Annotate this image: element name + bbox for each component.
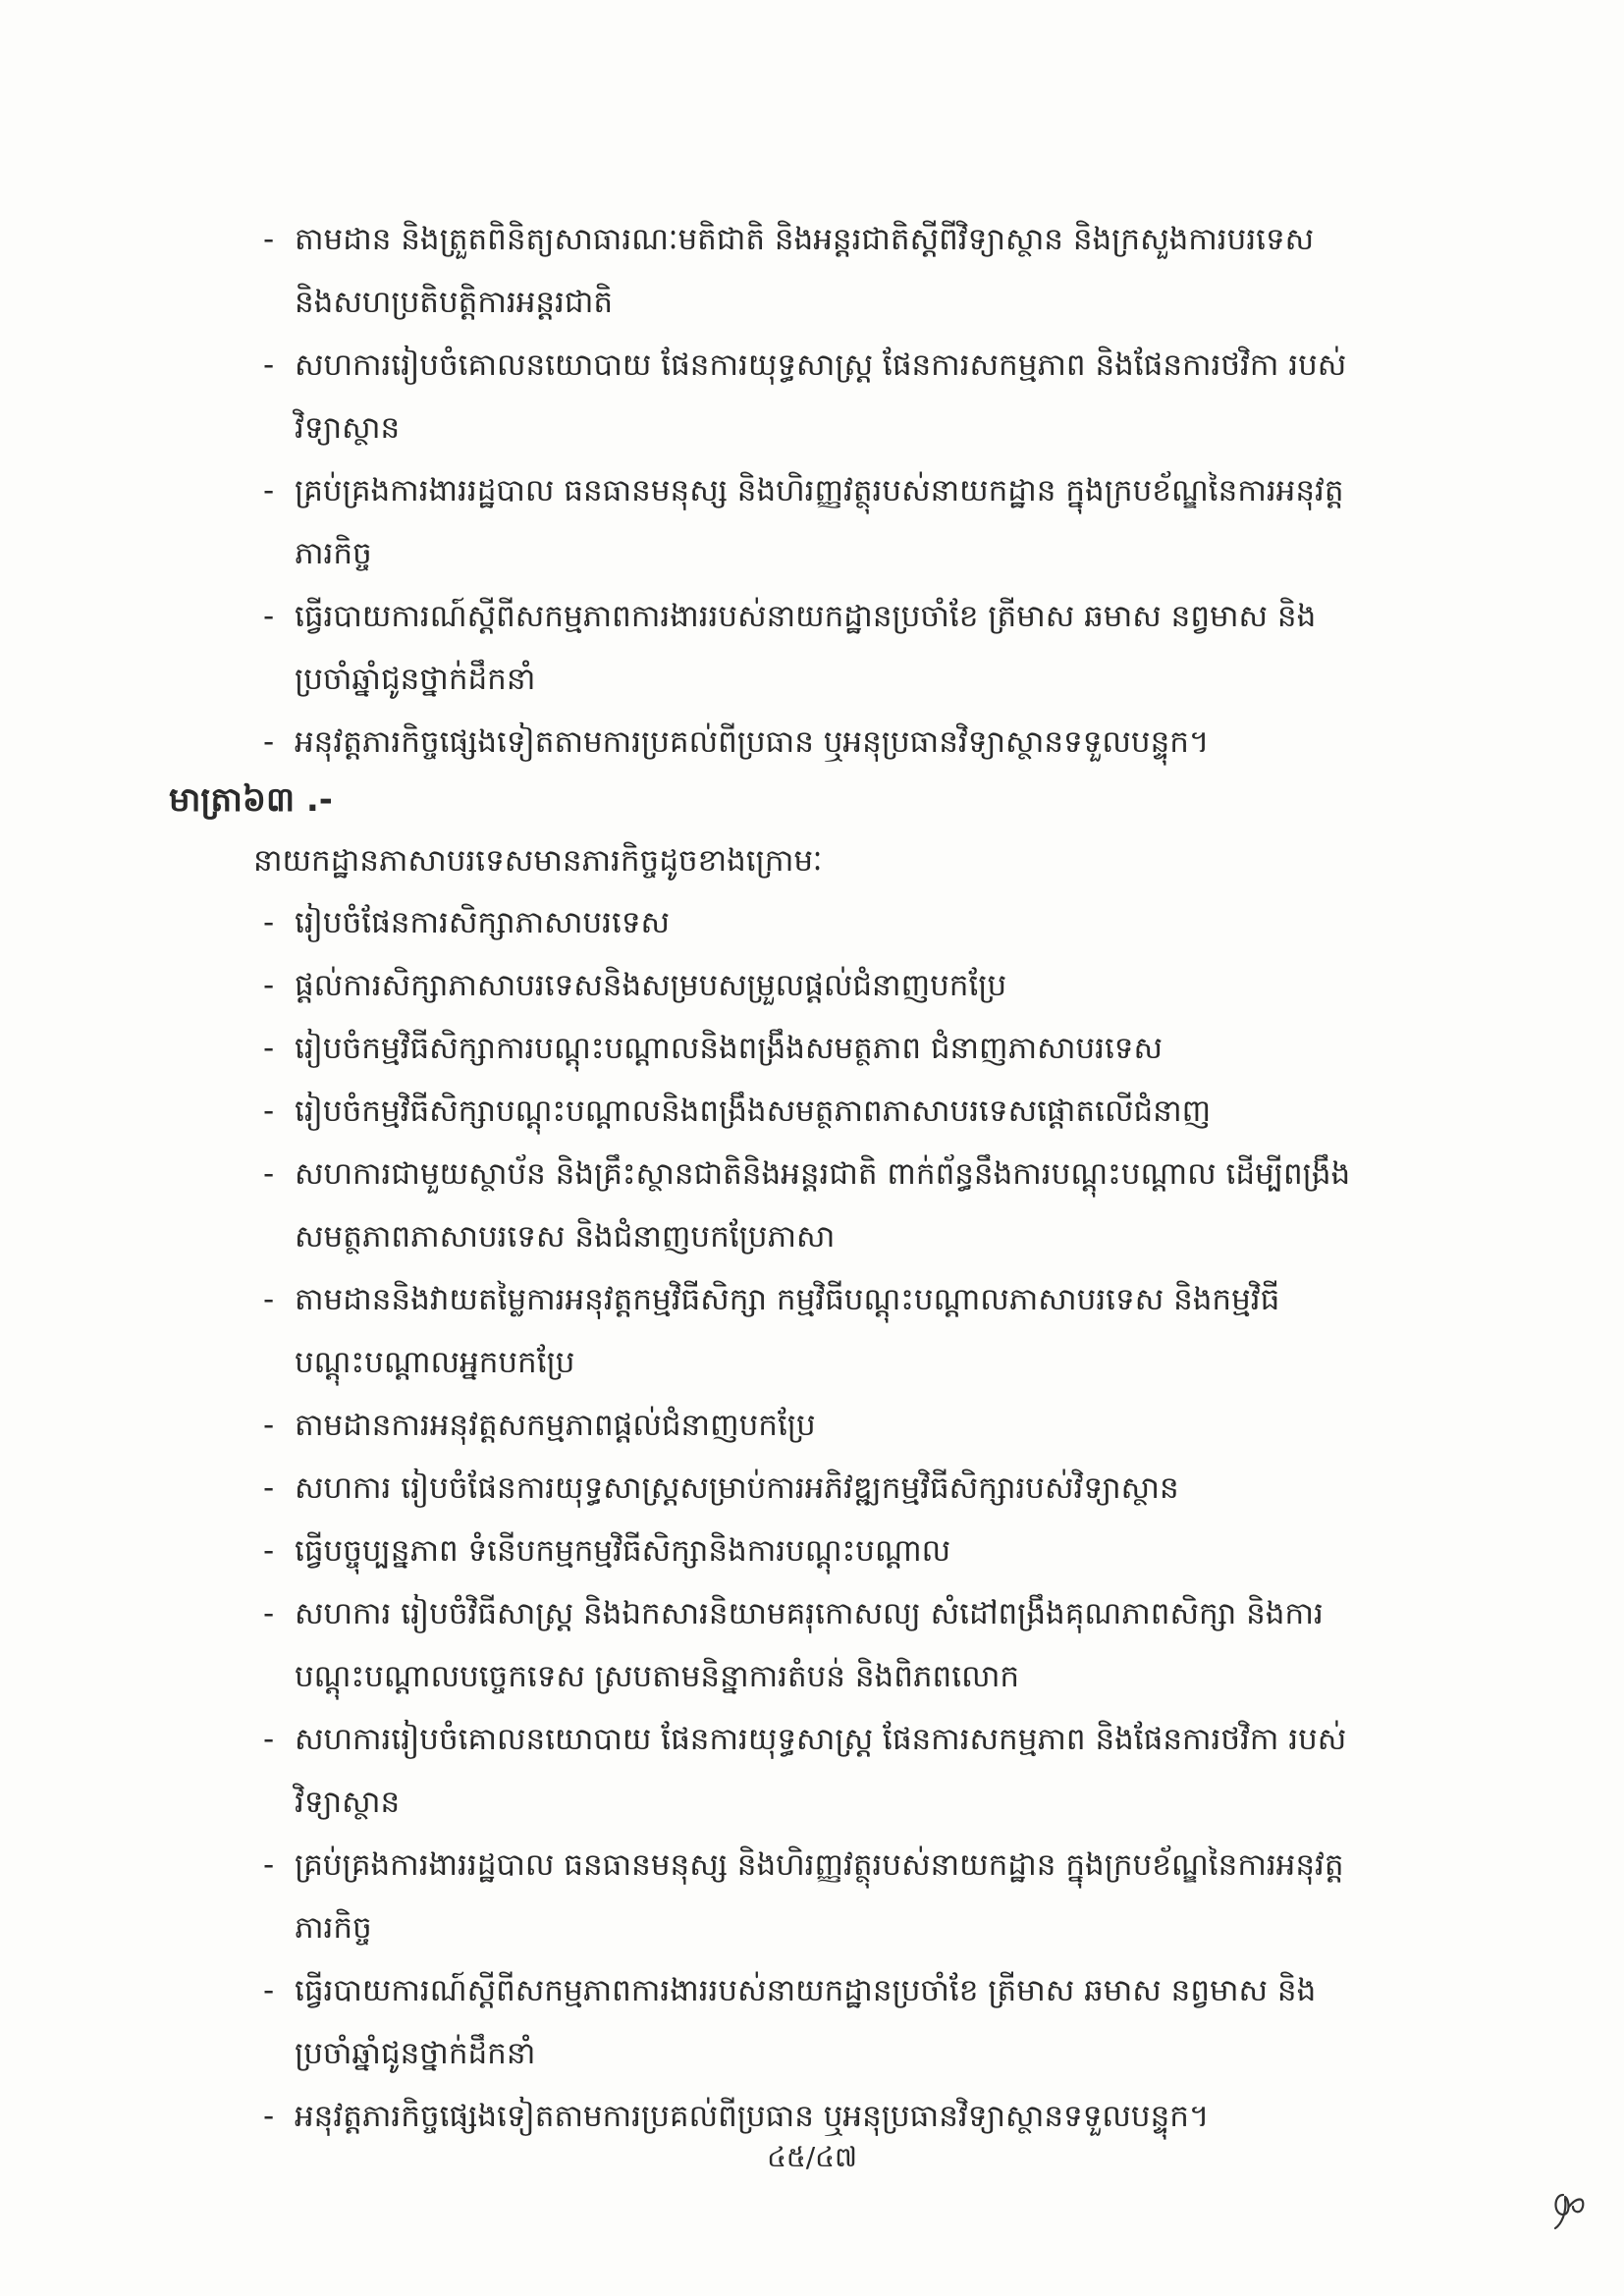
list-item: - តាមដាននិងវាយតម្លៃការអនុវត្តកម្មវិធីសិក្សា កម្មវិធីបណ្តុះបណ្តាលភាសាបរទេស និងកម្មវិធី បណ្តុះបណ្តាលអ្នកបកប្រែ: [263, 1282, 1280, 1380]
list-item: - ផ្តល់ការសិក្សាភាសាបរទេសនិងសម្របសម្រួលផ្តល់ជំនាញបកប្រែ: [263, 968, 1007, 1003]
list-item: - ធ្វើរបាយការណ៍ស្តីពីសកម្មភាពការងាររបស់នាយកដ្ឋានប្រចាំខែ ត្រីមាស ឆមាស នព្វមាស និង ប្រចាំឆ្នាំជូនថ្នាក់ដឹកនាំ: [263, 1973, 1317, 2071]
list-item: - សហការរៀបចំគោលនយោបាយ ផែនការយុទ្ធសាស្ត្រ ផែនការសកម្មភាព និងផែនការថវិកា របស់ វិទ្យាស្ថាន: [263, 1722, 1347, 1820]
list-item: - ធ្វើបច្ចុប្បន្នភាព ទំនើបកម្មកម្មវិធីសិក្សានិងការបណ្តុះបណ្តាល: [263, 1533, 951, 1569]
page-number: ៤៥/៤៧: [767, 2141, 857, 2173]
list-item: - តាមដាន និងត្រួតពិនិត្យសាធារណៈមតិជាតិ និងអន្តរជាតិស្តីពីវិទ្យាស្ថាន និងក្រសួងការបរទេស និងសហប្រតិបត្តិការអន្តរជាតិ: [263, 222, 1315, 320]
list-item: - តាមដានការអនុវត្តសកម្មភាពផ្តល់ជំនាញបកប្រែ: [263, 1408, 816, 1443]
list-item: - រៀបចំផែនការសិក្សាភាសាបរទេស: [263, 905, 671, 940]
list-item: - ធ្វើរបាយការណ៍ស្តីពីសកម្មភាពការងាររបស់នាយកដ្ឋានប្រចាំខែ ត្រីមាស ឆមាស នព្វមាស និង ប្រចាំឆ្នាំជូនថ្នាក់ដឹកនាំ: [263, 599, 1317, 697]
list-item: - រៀបចំកម្មវិធីសិក្សាការបណ្តុះបណ្តាលនិងពង្រឹងសមត្ថភាព ជំនាញភាសាបរទេស: [263, 1031, 1163, 1066]
list-item: - សហការរៀបចំគោលនយោបាយ ផែនការយុទ្ធសាស្ត្រ ផែនការសកម្មភាព និងផែនការថវិកា របស់ វិទ្យាស្ថាន: [263, 347, 1347, 446]
list-item: - សហការ រៀបចំវិធីសាស្ត្រ និងឯកសារនិយាមគរុកោសល្យ សំដៅពង្រឹងគុណភាពសិក្សា និងការ បណ្តុះបណ្តាលបច្ចេកទេស ស្របតាមនិន្នាការតំបន់ និងពិភពលោក: [263, 1596, 1324, 1694]
duties-list-continued: [263, 208, 1473, 774]
list-item: - គ្រប់គ្រងការងាររដ្ឋបាល ធនធានមនុស្ស និងហិរញ្ញវត្ថុរបស់នាយកដ្ឋាន ក្នុងក្របខ័ណ្ឌនៃការអនុវត្ត ភារកិច្ច: [263, 473, 1344, 571]
foreign-language-duties-list: [263, 891, 1473, 2148]
list-item: - រៀបចំកម្មវិធីសិក្សាបណ្តុះបណ្តាលនិងពង្រឹងសមត្ថភាពភាសាបរទេសផ្តោតលើជំនាញ: [263, 1094, 1212, 1129]
list-item: - អនុវត្តភារកិច្ចផ្សេងទៀតតាមការប្រគល់ពីប្រធាន ឬអនុប្រធានវិទ្យាស្ថានទទួលបន្ទុក។: [263, 724, 1210, 760]
list-item: - អនុវត្តភារកិច្ចផ្សេងទៀតតាមការប្រគល់ពីប្រធាន ឬអនុប្រធានវិទ្យាស្ថានទទួលបន្ទុក។: [263, 2099, 1210, 2134]
list-item: - គ្រប់គ្រងការងាររដ្ឋបាល ធនធានមនុស្ស និងហិរញ្ញវត្ថុរបស់នាយកដ្ឋាន ក្នុងក្របខ័ណ្ឌនៃការអនុវត្ត ភារកិច្ច: [263, 1847, 1344, 1946]
list-item: - សហការជាមួយស្ថាប័ន និងគ្រឹះស្ថានជាតិនិងអន្តរជាតិ ពាក់ព័ន្ធនឹងការបណ្តុះបណ្តាល ដើម្បីពង្រឹង សមត្ថភាពភាសាបរទេស និងជំនាញបកប្រែភាសា: [263, 1156, 1351, 1255]
list-item: - សហការ រៀបចំផែនការយុទ្ធសាស្ត្រសម្រាប់ការអភិវឌ្ឍកម្មវិធីសិក្សារបស់វិទ្យាស្ថាន: [263, 1470, 1179, 1506]
article-heading: មាត្រា៦៣ .-: [169, 780, 333, 820]
article-intro: នាយកដ្ឋានភាសាបរទេសមានភារកិច្ចដូចខាងក្រោមៈ: [253, 843, 823, 879]
handwritten-initial-mark: [1549, 2187, 1589, 2230]
